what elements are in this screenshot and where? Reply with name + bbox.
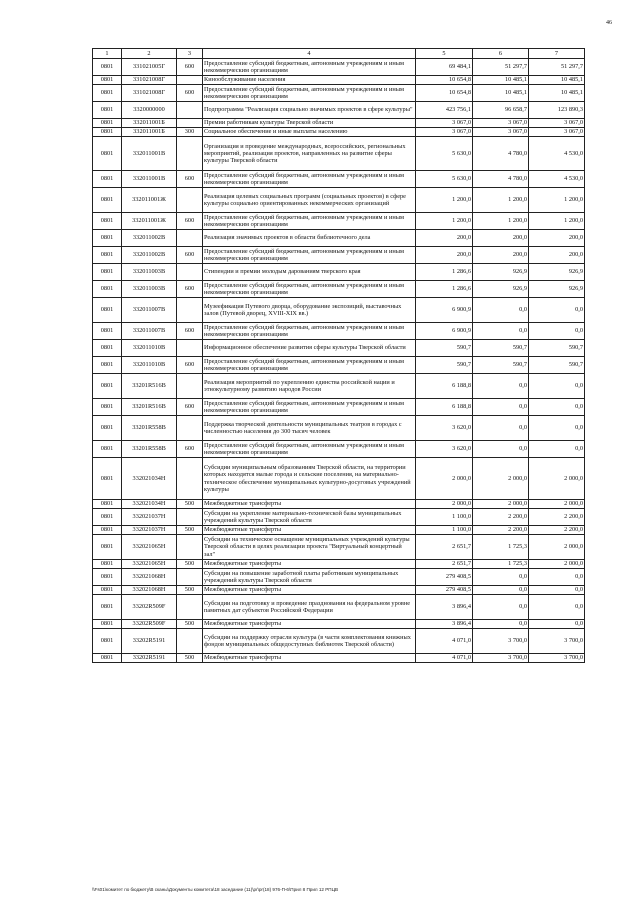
cell-section-code: 0801 bbox=[93, 76, 122, 85]
cell-section-code: 0801 bbox=[93, 264, 122, 281]
table-row bbox=[93, 76, 585, 85]
cell-amount-col7: 0,0 bbox=[529, 620, 585, 629]
cell-amount-col5: 1 200,0 bbox=[416, 213, 473, 230]
table-row bbox=[93, 500, 585, 509]
table-row bbox=[93, 374, 585, 399]
cell-amount-col7: 0,0 bbox=[529, 399, 585, 416]
cell-amount-col6: 0,0 bbox=[473, 323, 529, 340]
cell-section-code: 0801 bbox=[93, 509, 122, 526]
cell-amount-col5: 3 896,4 bbox=[416, 595, 473, 620]
cell-amount-col7: 3 067,0 bbox=[529, 119, 585, 128]
cell-expense-type bbox=[177, 102, 203, 119]
cell-description: Социальное обеспечение и иные выплаты населению bbox=[203, 128, 416, 137]
cell-section-code: 0801 bbox=[93, 188, 122, 213]
cell-description: Субсидии на техническое оснащение муниципальных учреждений культуры Тверской области в целях реализации проекта "Виртуальный концертный зал" bbox=[203, 535, 416, 560]
cell-description: Кинообслуживание населения bbox=[203, 76, 416, 85]
cell-description: Межбюджетные трансферты bbox=[203, 560, 416, 569]
cell-description: Межбюджетные трансферты bbox=[203, 654, 416, 663]
cell-amount-col5: 6 900,9 bbox=[416, 323, 473, 340]
cell-amount-col7: 0,0 bbox=[529, 323, 585, 340]
table-row bbox=[93, 586, 585, 595]
cell-amount-col7: 2 000,0 bbox=[529, 535, 585, 560]
cell-target-article: 332011010В bbox=[122, 357, 177, 374]
cell-amount-col5: 10 654,8 bbox=[416, 76, 473, 85]
cell-target-article: 332021034Н bbox=[122, 458, 177, 500]
cell-amount-col6: 1 200,0 bbox=[473, 213, 529, 230]
cell-amount-col6: 4 780,0 bbox=[473, 171, 529, 188]
cell-expense-type: 600 bbox=[177, 213, 203, 230]
cell-target-article: 332011001Ж bbox=[122, 188, 177, 213]
cell-amount-col7: 3 700,0 bbox=[529, 629, 585, 654]
cell-expense-type bbox=[177, 76, 203, 85]
cell-amount-col5: 69 484,1 bbox=[416, 59, 473, 76]
cell-description: Предоставление субсидий бюджетным, автономным учреждениям и иным некоммерческим организациям bbox=[203, 213, 416, 230]
cell-amount-col5: 1 100,0 bbox=[416, 526, 473, 535]
cell-expense-type bbox=[177, 458, 203, 500]
cell-target-article: 331021005Г bbox=[122, 59, 177, 76]
cell-amount-col6: 3 700,0 bbox=[473, 654, 529, 663]
cell-amount-col5: 5 630,0 bbox=[416, 137, 473, 171]
cell-amount-col6: 3 067,0 bbox=[473, 128, 529, 137]
cell-expense-type: 500 bbox=[177, 560, 203, 569]
cell-expense-type bbox=[177, 509, 203, 526]
cell-target-article: 33201R516В bbox=[122, 399, 177, 416]
cell-amount-col6: 926,9 bbox=[473, 281, 529, 298]
cell-amount-col7: 590,7 bbox=[529, 357, 585, 374]
cell-description: Музеефикация Путевого дворца, оборудование экспозиций, выставочных залов (Путевой дворец, XVIII-XIX вв.) bbox=[203, 298, 416, 323]
cell-target-article: 33202R509F bbox=[122, 595, 177, 620]
cell-amount-col5: 279 408,5 bbox=[416, 569, 473, 586]
column-header: 7 bbox=[529, 49, 585, 59]
column-header: 2 bbox=[122, 49, 177, 59]
table-row bbox=[93, 399, 585, 416]
cell-target-article: 332021068Н bbox=[122, 586, 177, 595]
cell-section-code: 0801 bbox=[93, 281, 122, 298]
table-row bbox=[93, 560, 585, 569]
cell-amount-col7: 2 000,0 bbox=[529, 560, 585, 569]
cell-target-article: 331021008Г bbox=[122, 85, 177, 102]
cell-description: Предоставление субсидий бюджетным, автономным учреждениям и иным некоммерческим организациям bbox=[203, 323, 416, 340]
cell-description: Стипендии и премии молодым дарованиям тверского края bbox=[203, 264, 416, 281]
table-row bbox=[93, 340, 585, 357]
cell-section-code: 0801 bbox=[93, 586, 122, 595]
cell-amount-col6: 10 485,1 bbox=[473, 76, 529, 85]
cell-description: Субсидии на поддержку отрасли культура (в части комплектования книжных фондов муниципальных общедоступных библиотек Тверской области) bbox=[203, 629, 416, 654]
cell-description: Предоставление субсидий бюджетным, автономным учреждениям и иным некоммерческим организациям bbox=[203, 247, 416, 264]
cell-expense-type: 600 bbox=[177, 323, 203, 340]
cell-amount-col6: 51 297,7 bbox=[473, 59, 529, 76]
cell-amount-col6: 10 485,1 bbox=[473, 85, 529, 102]
cell-section-code: 0801 bbox=[93, 247, 122, 264]
column-header: 6 bbox=[473, 49, 529, 59]
table-row bbox=[93, 526, 585, 535]
cell-amount-col6: 2 200,0 bbox=[473, 526, 529, 535]
table-row bbox=[93, 458, 585, 500]
cell-amount-col6: 590,7 bbox=[473, 357, 529, 374]
cell-description: Организация и проведение международных, всероссийских, региональных мероприятий, реализация проектов, направленных на развитие сферы культуры Тверской области bbox=[203, 137, 416, 171]
cell-amount-col7: 4 530,0 bbox=[529, 171, 585, 188]
cell-amount-col6: 2 000,0 bbox=[473, 500, 529, 509]
table-row bbox=[93, 595, 585, 620]
cell-target-article: 332011007В bbox=[122, 298, 177, 323]
cell-section-code: 0801 bbox=[93, 569, 122, 586]
cell-amount-col7: 2 200,0 bbox=[529, 509, 585, 526]
table-row bbox=[93, 119, 585, 128]
cell-section-code: 0801 bbox=[93, 137, 122, 171]
cell-amount-col7: 10 485,1 bbox=[529, 76, 585, 85]
cell-target-article: 332011003В bbox=[122, 281, 177, 298]
cell-expense-type bbox=[177, 264, 203, 281]
cell-amount-col5: 4 071,0 bbox=[416, 629, 473, 654]
cell-section-code: 0801 bbox=[93, 374, 122, 399]
cell-target-article: 332011001Ж bbox=[122, 213, 177, 230]
cell-description: Реализация мероприятий по укреплению единства российской нации и этнокультурному развитию народов России bbox=[203, 374, 416, 399]
cell-amount-col7: 2 000,0 bbox=[529, 500, 585, 509]
cell-section-code: 0801 bbox=[93, 85, 122, 102]
cell-section-code: 0801 bbox=[93, 171, 122, 188]
table-row bbox=[93, 85, 585, 102]
cell-description: Поддержка творческой деятельности муниципальных театров в городах с численностью населения до 300 тысяч человек bbox=[203, 416, 416, 441]
cell-amount-col7: 926,9 bbox=[529, 264, 585, 281]
cell-section-code: 0801 bbox=[93, 298, 122, 323]
table-header-row bbox=[93, 49, 585, 59]
cell-amount-col6: 1 725,3 bbox=[473, 560, 529, 569]
table-row bbox=[93, 620, 585, 629]
cell-expense-type bbox=[177, 188, 203, 213]
cell-amount-col5: 200,0 bbox=[416, 230, 473, 247]
cell-expense-type bbox=[177, 629, 203, 654]
table-row bbox=[93, 213, 585, 230]
cell-amount-col5: 4 071,0 bbox=[416, 654, 473, 663]
table-row bbox=[93, 137, 585, 171]
cell-amount-col5: 1 200,0 bbox=[416, 188, 473, 213]
cell-amount-col7: 3 067,0 bbox=[529, 128, 585, 137]
cell-target-article: 332011001Б bbox=[122, 119, 177, 128]
cell-amount-col6: 2 000,0 bbox=[473, 458, 529, 500]
cell-amount-col6: 0,0 bbox=[473, 595, 529, 620]
cell-expense-type bbox=[177, 340, 203, 357]
table-row bbox=[93, 247, 585, 264]
cell-expense-type: 600 bbox=[177, 59, 203, 76]
cell-amount-col6: 200,0 bbox=[473, 247, 529, 264]
cell-description: Межбюджетные трансферты bbox=[203, 526, 416, 535]
column-header: 5 bbox=[416, 49, 473, 59]
cell-amount-col7: 200,0 bbox=[529, 230, 585, 247]
cell-target-article: 33202R5191 bbox=[122, 654, 177, 663]
cell-amount-col7: 123 890,3 bbox=[529, 102, 585, 119]
cell-amount-col5: 5 630,0 bbox=[416, 171, 473, 188]
cell-amount-col6: 0,0 bbox=[473, 569, 529, 586]
cell-target-article: 332011001В bbox=[122, 137, 177, 171]
cell-description: Предоставление субсидий бюджетным, автономным учреждениям и иным некоммерческим организациям bbox=[203, 59, 416, 76]
cell-target-article: 332011002В bbox=[122, 247, 177, 264]
cell-amount-col7: 926,9 bbox=[529, 281, 585, 298]
cell-amount-col5: 10 654,8 bbox=[416, 85, 473, 102]
cell-expense-type: 500 bbox=[177, 526, 203, 535]
cell-amount-col5: 1 286,6 bbox=[416, 264, 473, 281]
cell-amount-col6: 3 067,0 bbox=[473, 119, 529, 128]
cell-expense-type bbox=[177, 569, 203, 586]
budget-table bbox=[92, 48, 585, 663]
cell-amount-col5: 1 286,6 bbox=[416, 281, 473, 298]
cell-description: Предоставление субсидий бюджетным, автономным учреждениям и иным некоммерческим организациям bbox=[203, 441, 416, 458]
cell-amount-col7: 0,0 bbox=[529, 586, 585, 595]
cell-description: Премии работникам культуры Тверской области bbox=[203, 119, 416, 128]
column-header: 4 bbox=[203, 49, 416, 59]
cell-target-article: 33202R509F bbox=[122, 620, 177, 629]
cell-amount-col5: 6 188,8 bbox=[416, 399, 473, 416]
cell-amount-col7: 0,0 bbox=[529, 298, 585, 323]
cell-expense-type: 300 bbox=[177, 128, 203, 137]
cell-section-code: 0801 bbox=[93, 526, 122, 535]
cell-expense-type bbox=[177, 230, 203, 247]
cell-expense-type bbox=[177, 137, 203, 171]
table-row bbox=[93, 264, 585, 281]
cell-section-code: 0801 bbox=[93, 441, 122, 458]
cell-amount-col6: 0,0 bbox=[473, 399, 529, 416]
page-number: 46 bbox=[606, 20, 612, 26]
table-row bbox=[93, 629, 585, 654]
column-header: 1 bbox=[93, 49, 122, 59]
cell-amount-col6: 590,7 bbox=[473, 340, 529, 357]
cell-expense-type: 600 bbox=[177, 281, 203, 298]
cell-amount-col7: 4 530,0 bbox=[529, 137, 585, 171]
table-row bbox=[93, 298, 585, 323]
column-header: 3 bbox=[177, 49, 203, 59]
cell-expense-type: 500 bbox=[177, 654, 203, 663]
table-row bbox=[93, 171, 585, 188]
cell-expense-type bbox=[177, 535, 203, 560]
cell-description: Предоставление субсидий бюджетным, автономным учреждениям и иным некоммерческим организациям bbox=[203, 171, 416, 188]
cell-target-article: 332011003В bbox=[122, 264, 177, 281]
cell-target-article: 332021065Н bbox=[122, 535, 177, 560]
cell-description: Предоставление субсидий бюджетным, автономным учреждениям и иным некоммерческим организациям bbox=[203, 281, 416, 298]
cell-section-code: 0801 bbox=[93, 340, 122, 357]
cell-description: Межбюджетные трансферты bbox=[203, 620, 416, 629]
cell-amount-col7: 0,0 bbox=[529, 441, 585, 458]
cell-section-code: 0801 bbox=[93, 416, 122, 441]
cell-section-code: 0801 bbox=[93, 458, 122, 500]
cell-amount-col5: 3 620,0 bbox=[416, 441, 473, 458]
cell-amount-col5: 6 188,8 bbox=[416, 374, 473, 399]
cell-amount-col7: 1 200,0 bbox=[529, 213, 585, 230]
table-row bbox=[93, 509, 585, 526]
cell-section-code: 0801 bbox=[93, 230, 122, 247]
cell-section-code: 0801 bbox=[93, 119, 122, 128]
cell-expense-type: 600 bbox=[177, 171, 203, 188]
cell-amount-col7: 2 200,0 bbox=[529, 526, 585, 535]
cell-amount-col5: 2 000,0 bbox=[416, 500, 473, 509]
cell-section-code: 0801 bbox=[93, 128, 122, 137]
cell-description: Реализация целевых социальных программ (социальных проектов) в сфере культуры социально ориентированных некоммерческих организаций bbox=[203, 188, 416, 213]
cell-description: Подпрограмма "Реализация социально значимых проектов в сфере культуры" bbox=[203, 102, 416, 119]
cell-section-code: 0801 bbox=[93, 595, 122, 620]
cell-target-article: 33201R558В bbox=[122, 416, 177, 441]
cell-amount-col6: 0,0 bbox=[473, 416, 529, 441]
cell-amount-col5: 1 100,0 bbox=[416, 509, 473, 526]
cell-amount-col6: 0,0 bbox=[473, 374, 529, 399]
cell-expense-type: 600 bbox=[177, 247, 203, 264]
cell-description: Информационное обеспечение развития сферы культуры Тверской области bbox=[203, 340, 416, 357]
cell-section-code: 0801 bbox=[93, 629, 122, 654]
cell-amount-col6: 4 780,0 bbox=[473, 137, 529, 171]
cell-amount-col6: 1 200,0 bbox=[473, 188, 529, 213]
cell-amount-col5: 6 900,9 bbox=[416, 298, 473, 323]
cell-amount-col5: 423 756,1 bbox=[416, 102, 473, 119]
cell-amount-col6: 3 700,0 bbox=[473, 629, 529, 654]
cell-target-article: 332011007В bbox=[122, 323, 177, 340]
cell-description: Предоставление субсидий бюджетным, автономным учреждениям и иным некоммерческим организациям bbox=[203, 85, 416, 102]
cell-section-code: 0801 bbox=[93, 357, 122, 374]
cell-amount-col7: 0,0 bbox=[529, 416, 585, 441]
cell-section-code: 0801 bbox=[93, 213, 122, 230]
cell-expense-type bbox=[177, 119, 203, 128]
cell-amount-col5: 590,7 bbox=[416, 340, 473, 357]
cell-target-article: 332011002В bbox=[122, 230, 177, 247]
cell-amount-col7: 0,0 bbox=[529, 374, 585, 399]
cell-amount-col7: 2 000,0 bbox=[529, 458, 585, 500]
cell-expense-type: 500 bbox=[177, 500, 203, 509]
cell-amount-col5: 3 067,0 bbox=[416, 128, 473, 137]
cell-expense-type: 600 bbox=[177, 441, 203, 458]
cell-target-article: 332011010В bbox=[122, 340, 177, 357]
cell-description: Межбюджетные трансферты bbox=[203, 500, 416, 509]
cell-expense-type: 600 bbox=[177, 399, 203, 416]
table-row bbox=[93, 230, 585, 247]
table-row bbox=[93, 569, 585, 586]
cell-section-code: 0801 bbox=[93, 399, 122, 416]
cell-amount-col6: 926,9 bbox=[473, 264, 529, 281]
cell-target-article: 331021008Г bbox=[122, 76, 177, 85]
cell-amount-col5: 3 896,4 bbox=[416, 620, 473, 629]
cell-amount-col7: 3 700,0 bbox=[529, 654, 585, 663]
cell-expense-type bbox=[177, 595, 203, 620]
cell-amount-col6: 0,0 bbox=[473, 441, 529, 458]
cell-amount-col6: 96 658,7 bbox=[473, 102, 529, 119]
cell-target-article: 33201R516В bbox=[122, 374, 177, 399]
table-row bbox=[93, 416, 585, 441]
cell-description: Предоставление субсидий бюджетным, автономным учреждениям и иным некоммерческим организациям bbox=[203, 357, 416, 374]
cell-amount-col5: 200,0 bbox=[416, 247, 473, 264]
cell-section-code: 0801 bbox=[93, 620, 122, 629]
cell-amount-col5: 2 651,7 bbox=[416, 535, 473, 560]
cell-section-code: 0801 bbox=[93, 654, 122, 663]
cell-expense-type bbox=[177, 298, 203, 323]
footer-file-path: \\Fs01\комитет по бюджету\В сканы\Документы комитета\18 заседание (11)\pr\pr(18) 976-П-6\Прил 8 Прил 12 РПЦВ bbox=[92, 887, 339, 892]
cell-amount-col6: 2 200,0 bbox=[473, 509, 529, 526]
table-row bbox=[93, 323, 585, 340]
cell-section-code: 0801 bbox=[93, 535, 122, 560]
cell-amount-col6: 0,0 bbox=[473, 298, 529, 323]
cell-expense-type: 600 bbox=[177, 357, 203, 374]
cell-target-article: 332021068Н bbox=[122, 569, 177, 586]
cell-expense-type: 500 bbox=[177, 586, 203, 595]
cell-expense-type: 500 bbox=[177, 620, 203, 629]
cell-section-code: 0801 bbox=[93, 323, 122, 340]
cell-amount-col6: 0,0 bbox=[473, 620, 529, 629]
cell-description: Субсидии на подготовку и проведение празднования на федеральном уровне памятных дат субъектов Российской Федерации bbox=[203, 595, 416, 620]
cell-target-article: 332011001В bbox=[122, 171, 177, 188]
cell-description: Предоставление субсидий бюджетным, автономным учреждениям и иным некоммерческим организациям bbox=[203, 399, 416, 416]
cell-amount-col5: 3 067,0 bbox=[416, 119, 473, 128]
cell-amount-col7: 10 485,1 bbox=[529, 85, 585, 102]
cell-description: Субсидии муниципальным образованиям Тверской области, на территории которых находятся малые города и сельские поселения, на материально-техническое обеспечение муниципальных культурно-досуговых учреждений культуры bbox=[203, 458, 416, 500]
cell-amount-col7: 0,0 bbox=[529, 595, 585, 620]
cell-section-code: 0801 bbox=[93, 102, 122, 119]
cell-description: Реализация значимых проектов в области библиотечного дела bbox=[203, 230, 416, 247]
cell-target-article: 3320000000 bbox=[122, 102, 177, 119]
table-row bbox=[93, 654, 585, 663]
cell-description: Субсидии на повышение заработной платы работникам муниципальных учреждений культуры Тверской области bbox=[203, 569, 416, 586]
table-row bbox=[93, 281, 585, 298]
cell-target-article: 33201R558В bbox=[122, 441, 177, 458]
cell-target-article: 332021034Н bbox=[122, 500, 177, 509]
cell-amount-col6: 1 725,3 bbox=[473, 535, 529, 560]
cell-section-code: 0801 bbox=[93, 560, 122, 569]
cell-amount-col5: 590,7 bbox=[416, 357, 473, 374]
cell-description: Субсидии на укрепление материально-технической базы муниципальных учреждений культуры Тверской области bbox=[203, 509, 416, 526]
cell-section-code: 0801 bbox=[93, 59, 122, 76]
cell-expense-type bbox=[177, 416, 203, 441]
cell-target-article: 332021037Н bbox=[122, 509, 177, 526]
table-row bbox=[93, 102, 585, 119]
table-row bbox=[93, 128, 585, 137]
cell-target-article: 332021065Н bbox=[122, 560, 177, 569]
cell-section-code: 0801 bbox=[93, 500, 122, 509]
cell-target-article: 332021037Н bbox=[122, 526, 177, 535]
cell-expense-type: 600 bbox=[177, 85, 203, 102]
table-row bbox=[93, 188, 585, 213]
cell-amount-col7: 200,0 bbox=[529, 247, 585, 264]
cell-expense-type bbox=[177, 374, 203, 399]
table-row bbox=[93, 441, 585, 458]
cell-amount-col7: 51 297,7 bbox=[529, 59, 585, 76]
cell-target-article: 332011001Б bbox=[122, 128, 177, 137]
cell-description: Межбюджетные трансферты bbox=[203, 586, 416, 595]
cell-amount-col7: 1 200,0 bbox=[529, 188, 585, 213]
cell-amount-col6: 0,0 bbox=[473, 586, 529, 595]
cell-amount-col5: 3 620,0 bbox=[416, 416, 473, 441]
cell-amount-col5: 2 000,0 bbox=[416, 458, 473, 500]
cell-amount-col5: 2 651,7 bbox=[416, 560, 473, 569]
cell-amount-col6: 200,0 bbox=[473, 230, 529, 247]
cell-amount-col5: 279 408,5 bbox=[416, 586, 473, 595]
table-row bbox=[93, 535, 585, 560]
cell-amount-col7: 590,7 bbox=[529, 340, 585, 357]
table-row bbox=[93, 59, 585, 76]
cell-target-article: 33202R5191 bbox=[122, 629, 177, 654]
cell-amount-col7: 0,0 bbox=[529, 569, 585, 586]
table-row bbox=[93, 357, 585, 374]
